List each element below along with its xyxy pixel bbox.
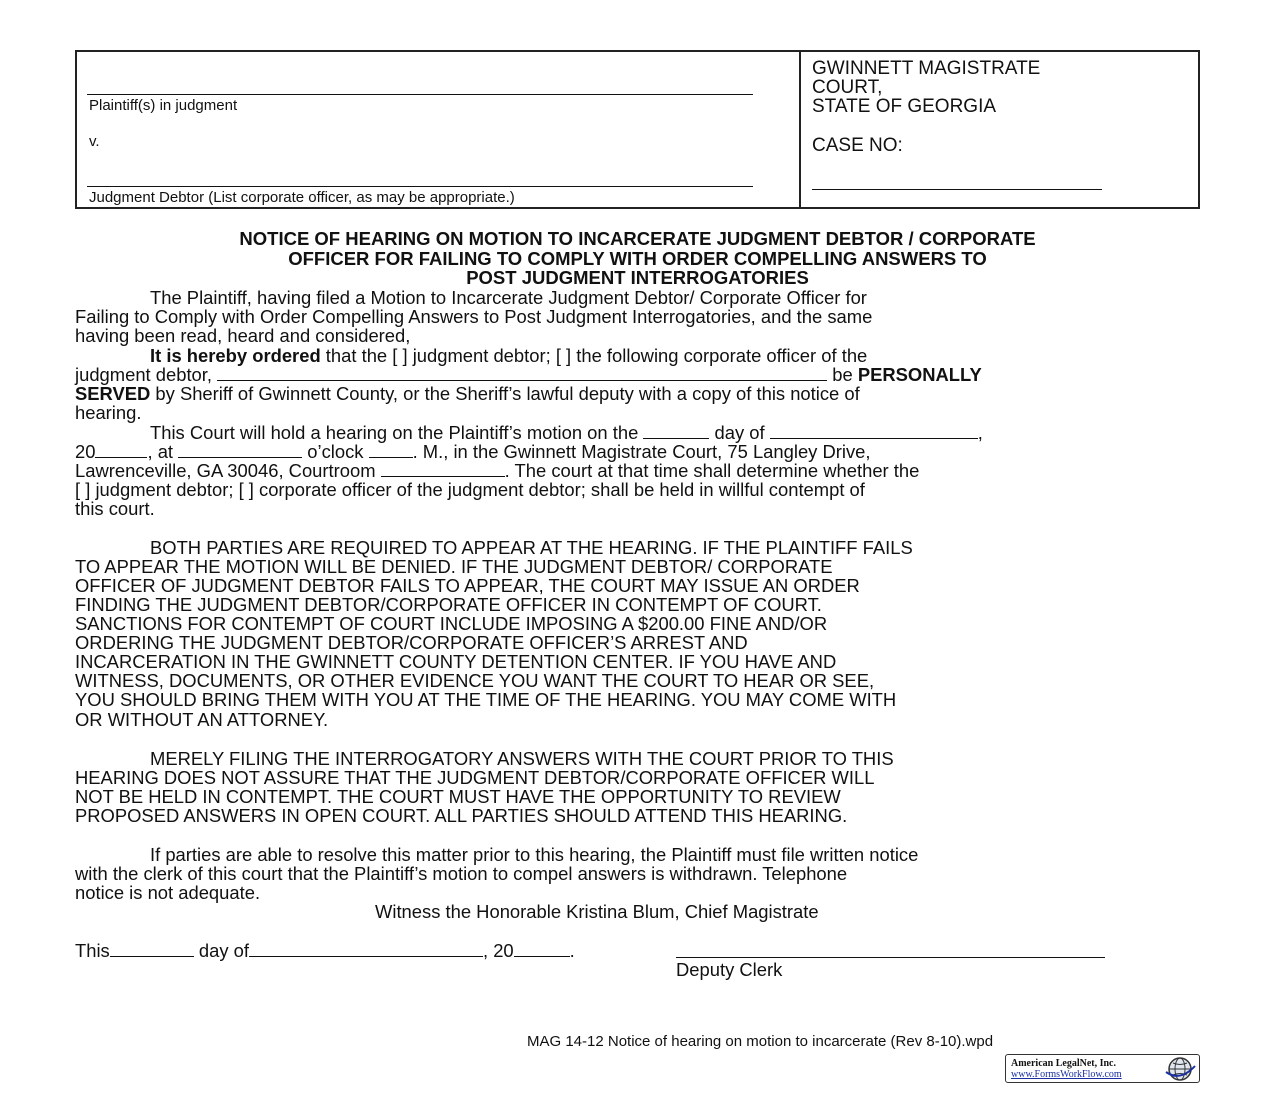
logo-company-name: American LegalNet, Inc. bbox=[1011, 1058, 1116, 1069]
para4-line: OFFICER OF JUDGMENT DEBTOR FAILS TO APPEAR, THE COURT MAY ISSUE AN ORDER bbox=[75, 575, 860, 596]
para3-l3b: . The court at that time shall determine whether the bbox=[504, 460, 920, 481]
globe-icon bbox=[1162, 1056, 1198, 1082]
title-line1: NOTICE OF HEARING ON MOTION TO INCARCERATE JUDGMENT DEBTOR / CORPORATE bbox=[239, 228, 1036, 249]
para4-line: SANCTIONS FOR CONTEMPT OF COURT INCLUDE IMPOSING A $200.00 FINE AND/OR bbox=[75, 613, 828, 634]
para3-l1b: day of bbox=[709, 422, 770, 443]
para6-line: notice is not adequate. bbox=[75, 882, 261, 903]
para1-line3: having been read, heard and considered, bbox=[75, 325, 411, 346]
para3-l1a: This Court will hold a hearing on the Plaintiff’s motion on the bbox=[150, 422, 644, 443]
para2-line2-start: judgment debtor, bbox=[75, 364, 218, 385]
hearing-month-blank[interactable] bbox=[770, 424, 978, 439]
para3-l2a: 20 bbox=[75, 441, 96, 462]
para4-line: OR WITHOUT AN ATTORNEY. bbox=[75, 709, 329, 730]
para2-be: be bbox=[827, 364, 858, 385]
title-line3: POST JUDGMENT INTERROGATORIES bbox=[466, 267, 809, 288]
para3-line3 bbox=[75, 461, 919, 480]
hearing-time-blank[interactable] bbox=[178, 443, 302, 458]
para4-line: ORDERING THE JUDGMENT DEBTOR/CORPORATE OFFICER’S ARREST AND bbox=[75, 632, 748, 653]
para3-line5: this court. bbox=[75, 498, 155, 519]
court-name-line1: GWINNETT MAGISTRATE bbox=[812, 58, 1041, 79]
para2-line3-rest: by Sheriff of Gwinnett County, or the Sheriff’s lawful deputy with a copy of this notice of bbox=[150, 383, 860, 404]
para4-line: FINDING THE JUDGMENT DEBTOR/CORPORATE OFFICER IN CONTEMPT OF COURT. bbox=[75, 594, 822, 615]
para1-line2: Failing to Comply with Order Compelling Answers to Post Judgment Interrogatories, and the same bbox=[75, 306, 873, 327]
para2-line1-rest: that the [ ] judgment debtor; [ ] the following corporate officer of the bbox=[320, 345, 868, 366]
para2-line1 bbox=[75, 346, 867, 365]
caption-divider bbox=[799, 50, 801, 209]
para4-line: WITNESS, DOCUMENTS, OR OTHER EVIDENCE YOU WANT THE COURT TO HEAR OR SEE, bbox=[75, 670, 875, 691]
para3-l2b: , at bbox=[147, 441, 179, 462]
para5-line: HEARING DOES NOT ASSURE THAT THE JUDGMENT DEBTOR/CORPORATE OFFICER WILL bbox=[75, 767, 875, 788]
para3-line2 bbox=[75, 442, 871, 461]
date-day-of: day of bbox=[193, 940, 249, 961]
date-month-blank[interactable] bbox=[249, 942, 483, 957]
para5-line: NOT BE HELD IN CONTEMPT. THE COURT MUST HAVE THE OPPORTUNITY TO REVIEW bbox=[75, 786, 841, 807]
date-year-blank[interactable] bbox=[514, 942, 570, 957]
para3-line4: [ ] judgment debtor; [ ] corporate officer of the judgment debtor; shall be held in willful contempt of bbox=[75, 479, 865, 500]
date-line bbox=[75, 941, 575, 960]
para2-line2 bbox=[75, 365, 982, 384]
para3-line1 bbox=[75, 423, 983, 442]
para6-line: with the clerk of this court that the Plaintiff’s motion to compel answers is withdrawn. Telephone bbox=[75, 863, 848, 884]
deputy-clerk-label: Deputy Clerk bbox=[676, 959, 783, 980]
para2-line4: hearing. bbox=[75, 402, 142, 423]
para5-line: MERELY FILING THE INTERROGATORY ANSWERS WITH THE COURT PRIOR TO THIS bbox=[150, 748, 894, 769]
courtroom-blank[interactable] bbox=[381, 462, 505, 477]
date-this: This bbox=[75, 940, 110, 961]
date-day-blank[interactable] bbox=[110, 942, 194, 957]
court-state: STATE OF GEORGIA bbox=[812, 96, 997, 117]
para3-l2c: o’clock bbox=[302, 441, 369, 462]
debtor-label: Judgment Debtor (List corporate officer, as may be appropriate.) bbox=[89, 189, 515, 206]
para3-l3a: Lawrenceville, GA 30046, Courtroom bbox=[75, 460, 381, 481]
para3-l1c: , bbox=[977, 422, 983, 443]
para1-line1: The Plaintiff, having filed a Motion to Incarcerate Judgment Debtor/ Corporate Officer for bbox=[150, 287, 867, 308]
para6-line: If parties are able to resolve this matter prior to this hearing, the Plaintiff must file written notice bbox=[150, 844, 919, 865]
para4-line: TO APPEAR THE MOTION WILL BE DENIED. IF THE JUDGMENT DEBTOR/ CORPORATE bbox=[75, 556, 833, 577]
hearing-day-blank[interactable] bbox=[643, 424, 709, 439]
hearing-year-blank[interactable] bbox=[95, 443, 147, 458]
case-no-label: CASE NO: bbox=[812, 135, 903, 156]
personally-bold: PERSONALLY bbox=[857, 364, 982, 385]
versus-label: v. bbox=[89, 133, 100, 150]
date-comma-20: , 20 bbox=[482, 940, 514, 961]
deputy-clerk-signature-line[interactable] bbox=[676, 957, 1105, 958]
am-pm-blank[interactable] bbox=[369, 443, 413, 458]
para4-line: INCARCERATION IN THE GWINNETT COUNTY DETENTION CENTER. IF YOU HAVE AND bbox=[75, 651, 837, 672]
form-id: MAG 14-12 Notice of hearing on motion to incarcerate (Rev 8-10).wpd bbox=[527, 1033, 994, 1050]
debtor-name-line[interactable] bbox=[87, 186, 753, 187]
served-bold: SERVED bbox=[75, 383, 151, 404]
witness-line: Witness the Honorable Kristina Blum, Chief Magistrate bbox=[375, 901, 819, 922]
order-lead: It is hereby ordered bbox=[150, 345, 321, 366]
case-no-line[interactable] bbox=[812, 189, 1102, 190]
logo-url-link[interactable]: www.FormsWorkFlow.com bbox=[1011, 1069, 1122, 1080]
para4-line: BOTH PARTIES ARE REQUIRED TO APPEAR AT THE HEARING. IF THE PLAINTIFF FAILS bbox=[150, 537, 913, 558]
title-line2: OFFICER FOR FAILING TO COMPLY WITH ORDER COMPELLING ANSWERS TO bbox=[288, 248, 987, 269]
date-period: . bbox=[569, 940, 575, 961]
corporate-officer-blank[interactable] bbox=[217, 366, 827, 381]
plaintiff-name-line[interactable] bbox=[87, 94, 753, 95]
para2-line3 bbox=[75, 384, 860, 403]
para4-line: YOU SHOULD BRING THEM WITH YOU AT THE TIME OF THE HEARING. YOU MAY COME WITH bbox=[75, 689, 897, 710]
court-name-line2: COURT, bbox=[812, 77, 883, 98]
para5-line: PROPOSED ANSWERS IN OPEN COURT. ALL PARTIES SHOULD ATTEND THIS HEARING. bbox=[75, 805, 848, 826]
plaintiff-label: Plaintiff(s) in judgment bbox=[89, 97, 238, 114]
para3-l2d: . M., in the Gwinnett Magistrate Court, 75 Langley Drive, bbox=[412, 441, 871, 462]
